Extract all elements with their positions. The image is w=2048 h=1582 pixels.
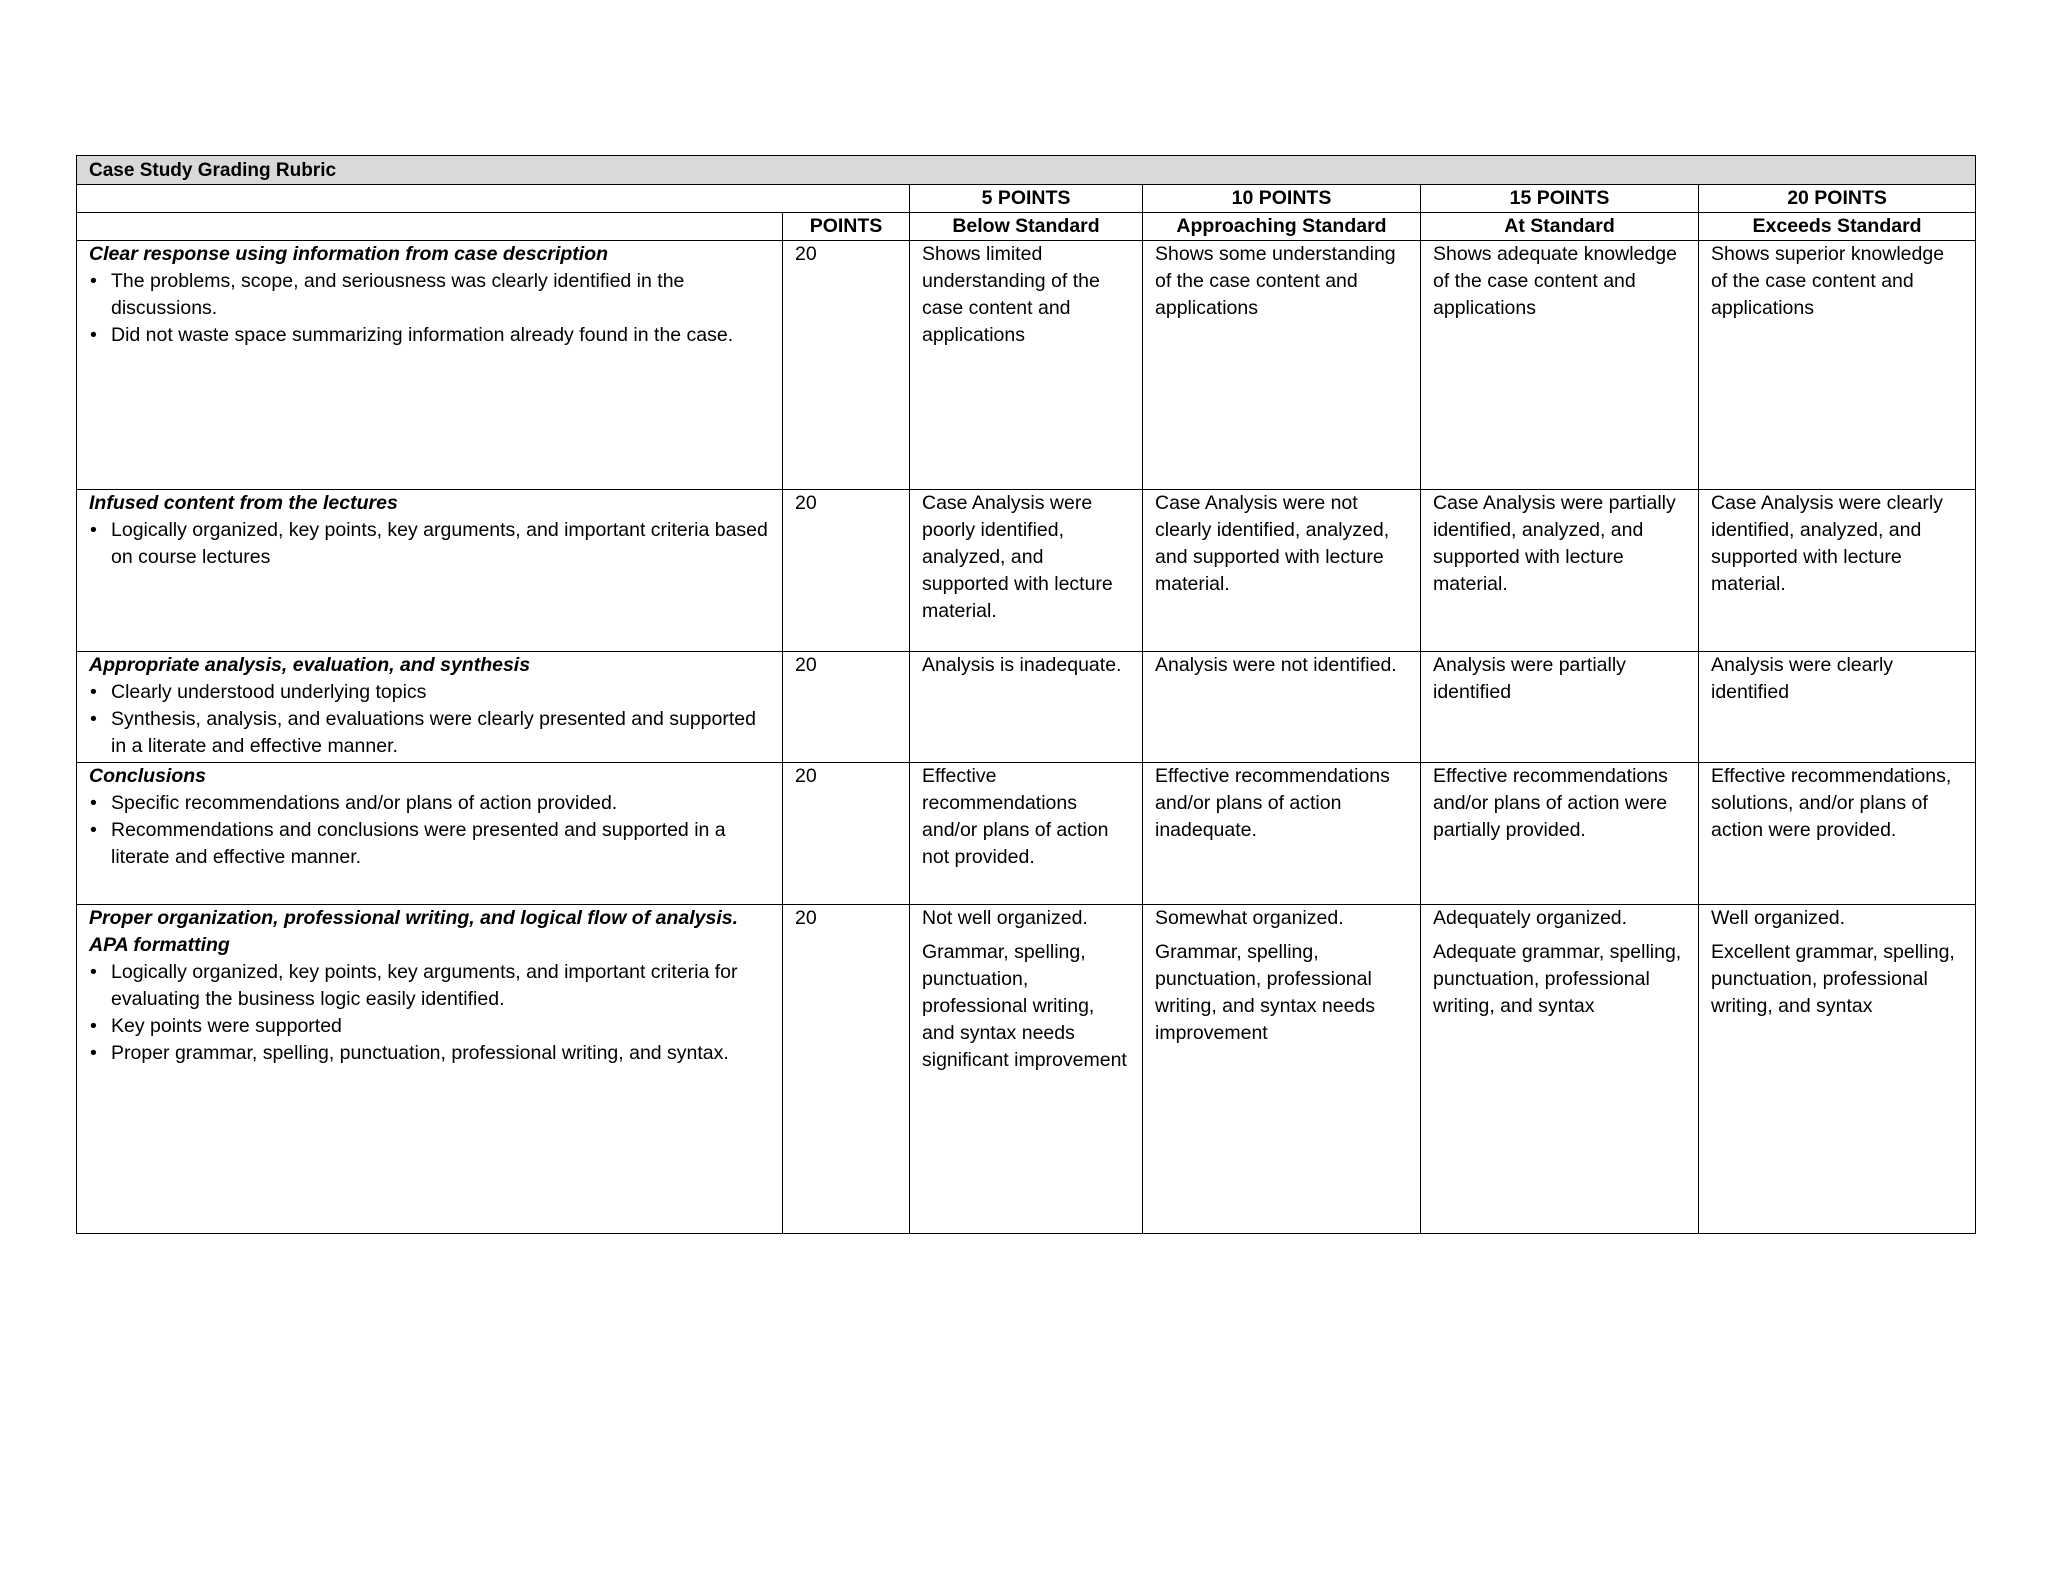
criterion-bullet: • The problems, scope, and seriousness was clearly identified in the discussions. (89, 268, 770, 322)
criterion-points: 20 (783, 763, 910, 905)
criterion-row (77, 905, 1976, 1234)
level-description-exceeds-standard (1699, 763, 1976, 905)
criterion-row (77, 652, 1976, 763)
level-description-approaching-standard (1143, 241, 1421, 490)
criterion-cell (77, 241, 783, 490)
level-header-below-standard: Below Standard (910, 213, 1143, 241)
level-description-text: Shows adequate knowledge of the case content and applications (1433, 243, 1677, 319)
level-description-text: Effective recommendations and/or plans of action not provided. (922, 765, 1109, 868)
criterion-cell (77, 490, 783, 652)
level-description-text: Effective recommendations, solutions, and/or plans of action were provided. (1711, 765, 1952, 841)
criterion-points: 20 (783, 490, 910, 652)
criterion-points: 20 (783, 241, 910, 490)
criterion-bullet-list (89, 790, 770, 871)
criterion-title: Proper organization, professional writing, and logical flow of analysis. APA formatting (89, 907, 739, 956)
level-description-text: Effective recommendations and/or plans of action inadequate. (1155, 765, 1390, 841)
level-description-text: Shows limited understanding of the case content and applications (922, 243, 1100, 346)
level-description-text: Somewhat organized. (1155, 907, 1344, 929)
level-description-exceeds-standard (1699, 490, 1976, 652)
level-description-below-standard (910, 490, 1143, 652)
criterion-points: 20 (783, 905, 910, 1234)
criterion-title: Infused content from the lectures (89, 492, 398, 514)
criterion-row (77, 241, 1976, 490)
criterion-bullet: • Synthesis, analysis, and evaluations were clearly presented and supported in a literate and effective manner. (89, 706, 770, 760)
level-description-text: Case Analysis were partially identified, analyzed, and supported with lecture material. (1433, 492, 1676, 595)
criterion-row (77, 763, 1976, 905)
points-column-header: POINTS (783, 213, 910, 241)
criterion-bullet-list (89, 679, 770, 760)
level-description-text: Case Analysis were poorly identified, analyzed, and supported with lecture material. (922, 492, 1113, 622)
points-tier-5: 5 POINTS (910, 185, 1143, 213)
criterion-title: Appropriate analysis, evaluation, and synthesis (89, 654, 531, 676)
header-blank-cell (77, 185, 910, 213)
criterion-bullet-list (89, 959, 770, 1067)
level-description-text: Case Analysis were not clearly identified, analyzed, and supported with lecture material. (1155, 492, 1390, 595)
level-description-text: Analysis is inadequate. (922, 654, 1122, 676)
level-description-text: Adequate grammar, spelling, punctuation, professional writing, and syntax (1433, 941, 1682, 1017)
level-description-below-standard (910, 241, 1143, 490)
criterion-cell (77, 652, 783, 763)
points-tier-20: 20 POINTS (1699, 185, 1976, 213)
level-description-below-standard (910, 905, 1143, 1234)
level-description-text: Adequately organized. (1433, 907, 1628, 929)
criterion-title: Conclusions (89, 765, 207, 787)
level-description-at-standard (1421, 241, 1699, 490)
level-description-text: Effective recommendations and/or plans of action were partially provided. (1433, 765, 1668, 841)
level-header-exceeds-standard: Exceeds Standard (1699, 213, 1976, 241)
level-description-approaching-standard (1143, 905, 1421, 1234)
level-description-exceeds-standard (1699, 241, 1976, 490)
grading-rubric-table (76, 155, 1976, 1234)
level-description-text: Analysis were not identified. (1155, 654, 1397, 676)
level-description-at-standard (1421, 905, 1699, 1234)
level-description-text: Shows superior knowledge of the case content and applications (1711, 243, 1945, 319)
criterion-row (77, 490, 1976, 652)
level-description-approaching-standard (1143, 763, 1421, 905)
criterion-bullet: • Logically organized, key points, key arguments, and important criteria based on course lectures (89, 517, 770, 571)
level-header-at-standard: At Standard (1421, 213, 1699, 241)
level-description-approaching-standard (1143, 490, 1421, 652)
points-tier-10: 10 POINTS (1143, 185, 1421, 213)
criterion-bullet: • Logically organized, key points, key arguments, and important criteria for evaluating the business logic easily identified. (89, 959, 770, 1013)
points-tier-15: 15 POINTS (1421, 185, 1699, 213)
level-description-approaching-standard (1143, 652, 1421, 763)
criterion-cell (77, 763, 783, 905)
level-description-text: Excellent grammar, spelling, punctuation, professional writing, and syntax (1711, 941, 1955, 1017)
rubric-title: Case Study Grading Rubric (77, 156, 1976, 185)
level-description-text: Analysis were partially identified (1433, 654, 1626, 703)
level-header-approaching-standard: Approaching Standard (1143, 213, 1421, 241)
criterion-cell (77, 905, 783, 1234)
level-description-at-standard (1421, 490, 1699, 652)
criterion-bullet: • Proper grammar, spelling, punctuation, professional writing, and syntax. (89, 1040, 770, 1067)
criterion-points: 20 (783, 652, 910, 763)
level-description-text: Well organized. (1711, 907, 1846, 929)
level-description-text: Case Analysis were clearly identified, analyzed, and supported with lecture material. (1711, 492, 1943, 595)
criterion-bullet: • Key points were supported (89, 1013, 770, 1040)
level-description-below-standard (910, 763, 1143, 905)
level-description-text: Analysis were clearly identified (1711, 654, 1894, 703)
level-description-text: Grammar, spelling, punctuation, professional writing, and syntax needs significant improvement (922, 941, 1127, 1071)
level-description-text: Grammar, spelling, punctuation, professional writing, and syntax needs improvement (1155, 941, 1376, 1044)
criterion-bullet: • Did not waste space summarizing information already found in the case. (89, 322, 770, 349)
criterion-bullet-list (89, 517, 770, 571)
criterion-bullet: • Recommendations and conclusions were presented and supported in a literate and effective manner. (89, 817, 770, 871)
level-description-text: Shows some understanding of the case content and applications (1155, 243, 1396, 319)
level-description-exceeds-standard (1699, 652, 1976, 763)
level-description-exceeds-standard (1699, 905, 1976, 1234)
criterion-title: Clear response using information from case description (89, 243, 609, 265)
criterion-bullet-list (89, 268, 770, 349)
level-description-at-standard (1421, 763, 1699, 905)
criterion-bullet: • Specific recommendations and/or plans of action provided. (89, 790, 770, 817)
level-description-text: Not well organized. (922, 907, 1088, 929)
criteria-header-blank (77, 213, 783, 241)
level-description-below-standard (910, 652, 1143, 763)
level-description-at-standard (1421, 652, 1699, 763)
criterion-bullet: • Clearly understood underlying topics (89, 679, 770, 706)
